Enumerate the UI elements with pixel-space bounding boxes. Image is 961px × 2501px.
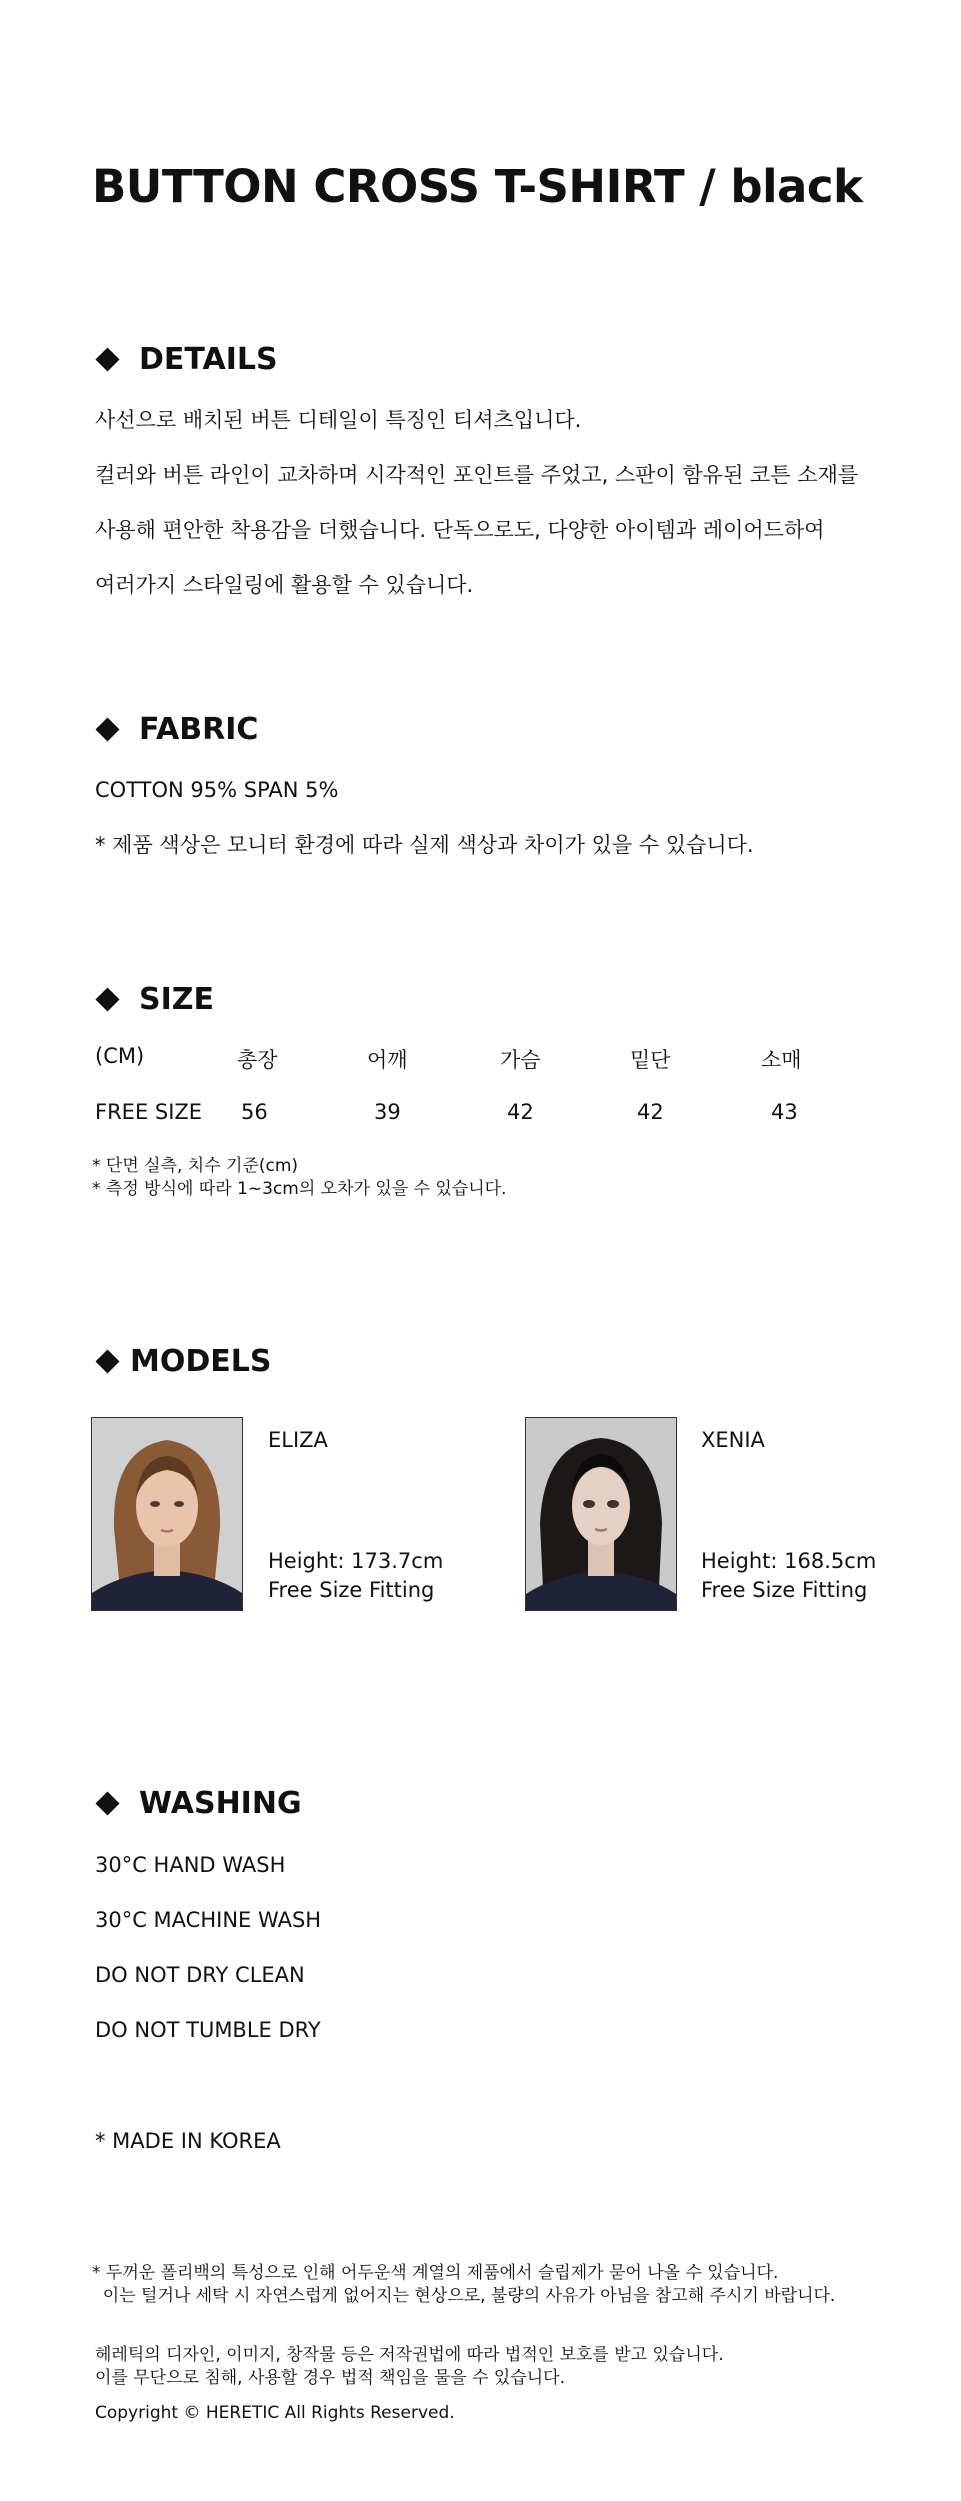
diamond-icon [95, 1791, 119, 1815]
size-cell: 39 [374, 1100, 401, 1124]
model-fitting: Free Size Fitting [268, 1578, 435, 1602]
made-in: * MADE IN KOREA [95, 2129, 281, 2153]
size-header-cell: (CM) [95, 1044, 145, 1068]
details-line: 여러가지 스타일링에 활용할 수 있습니다. [95, 573, 474, 597]
model-fitting: Free Size Fitting [701, 1578, 868, 1602]
washing-instruction: DO NOT DRY CLEAN [95, 1963, 305, 1987]
washing-instruction: 30°C HAND WASH [95, 1853, 286, 1877]
size-heading-label: SIZE [139, 982, 215, 1017]
washing-heading [95, 1786, 302, 1821]
details-heading [95, 342, 278, 377]
models-heading-label: MODELS [130, 1344, 272, 1379]
model-height: Height: 173.7cm [268, 1549, 444, 1573]
fabric-color-note: * 제품 색상은 모니터 환경에 따라 실제 색상과 차이가 있을 수 있습니다. [95, 833, 754, 857]
size-note: * 측정 방식에 따라 1~3cm의 오차가 있을 수 있습니다. [92, 1179, 507, 1199]
model-height: Height: 168.5cm [701, 1549, 877, 1573]
size-header-cell: 어깨 [367, 1048, 408, 1072]
diamond-icon [95, 1349, 119, 1373]
polybag-notice: * 두꺼운 폴리백의 특성으로 인해 어두운색 계열의 제품에서 슬립제가 묻어 나올 수 있습니다. [92, 2263, 779, 2283]
details-heading-label: DETAILS [139, 342, 278, 377]
model-photo-eliza [91, 1417, 243, 1611]
fabric-heading-label: FABRIC [139, 712, 259, 747]
size-cell: FREE SIZE [95, 1100, 203, 1124]
details-line: 컬러와 버튼 라인이 교차하며 시각적인 포인트를 주었고, 스판이 함유된 코튼 소재를 [95, 463, 859, 487]
size-cell: 43 [771, 1100, 798, 1124]
washing-instruction: DO NOT TUMBLE DRY [95, 2018, 321, 2042]
washing-instruction: 30°C MACHINE WASH [95, 1908, 322, 1932]
size-header-cell: 총장 [237, 1048, 278, 1072]
models-heading [95, 1344, 271, 1379]
copyright: Copyright © HERETIC All Rights Reserved. [95, 2403, 455, 2423]
diamond-icon [95, 717, 119, 741]
fabric-composition: COTTON 95% SPAN 5% [95, 778, 339, 802]
fabric-heading [95, 712, 258, 747]
model-portrait-icon [92, 1418, 242, 1610]
details-line: 사선으로 배치된 버튼 디테일이 특징인 티셔츠입니다. [95, 408, 582, 432]
size-header-cell: 밑단 [630, 1048, 671, 1072]
washing-heading-label: WASHING [139, 1786, 302, 1821]
model-portrait-icon [526, 1418, 676, 1610]
copyright-notice: 헤레틱의 디자인, 이미지, 창작물 등은 저작권법에 따라 법적인 보호를 받고 있습니다. [95, 2345, 724, 2365]
details-line: 사용해 편안한 착용감을 더했습니다. 단독으로도, 다양한 아이템과 레이어드하여 [95, 518, 825, 542]
product-title: BUTTON CROSS T-SHIRT / black [92, 160, 863, 213]
size-cell: 56 [241, 1100, 268, 1124]
diamond-icon [95, 987, 119, 1011]
size-cell: 42 [507, 1100, 534, 1124]
polybag-notice: 이는 털거나 세탁 시 자연스럽게 없어지는 현상으로, 불량의 사유가 아님을 참고해 주시기 바랍니다. [92, 2286, 836, 2306]
size-heading [95, 982, 214, 1017]
model-name: ELIZA [268, 1428, 328, 1452]
model-photo-xenia [525, 1417, 677, 1611]
size-cell: 42 [637, 1100, 664, 1124]
size-header-cell: 소매 [761, 1048, 802, 1072]
copyright-notice: 이를 무단으로 침해, 사용할 경우 법적 책임을 물을 수 있습니다. [95, 2368, 565, 2388]
diamond-icon [95, 347, 119, 371]
size-header-cell: 가슴 [500, 1048, 541, 1072]
size-note: * 단면 실측, 치수 기준(cm) [92, 1156, 299, 1176]
model-name: XENIA [701, 1428, 765, 1452]
